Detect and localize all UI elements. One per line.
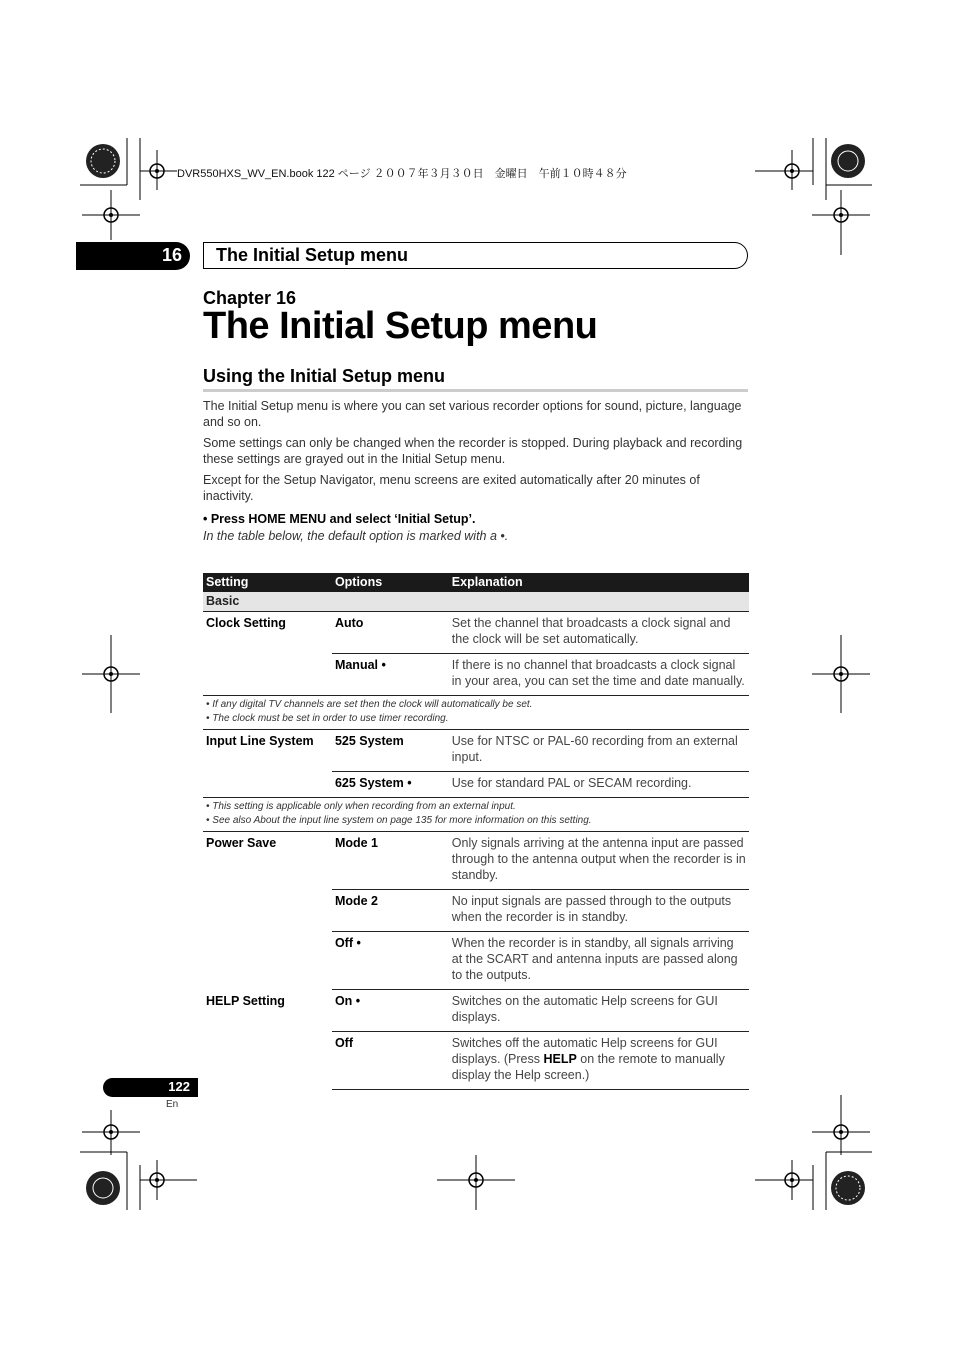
page-number-badge [103, 1078, 198, 1097]
option-explanation: Switches on the automatic Help screens for GUI displays. [449, 990, 749, 1032]
help-key-label: HELP [543, 1052, 577, 1066]
header-explanation: Explanation [449, 573, 749, 592]
table-header-row [203, 573, 749, 592]
option-value: 525 System [332, 730, 449, 772]
table-group-row [203, 592, 749, 612]
paragraph: The Initial Setup menu is where you can set various recorder options for sound, picture, language and so on. [203, 399, 742, 429]
option-explanation: Use for NTSC or PAL-60 recording from an external input. [449, 730, 749, 772]
setting-name: HELP Setting [206, 993, 285, 1008]
running-header-title: The Initial Setup menu [216, 245, 409, 265]
running-header [203, 242, 748, 269]
option-value: Off [332, 1032, 449, 1090]
page-language: En [166, 1099, 179, 1110]
header-options: Options [332, 573, 449, 592]
print-header: DVR550HXS_WV_EN.book 122 ページ ２００７年３月３０日 金曜日 午前１０時４８分 [177, 168, 627, 180]
setting-name: Power Save [206, 836, 277, 850]
paragraph: Some settings can only be changed when the recorder is stopped. During playback and recording these settings are grayed out in the Initial Setup menu. [203, 436, 743, 466]
footnote: • See also About the input line system on page 135 for more information on this setting. [206, 815, 592, 826]
setting-name: Clock Setting [203, 612, 332, 696]
header-setting: Setting [203, 573, 332, 592]
instruction-step: • Press HOME MENU and select ‘Initial Setup’. [203, 512, 476, 526]
page-title: The Initial Setup menu [203, 305, 598, 347]
option-explanation [449, 1032, 749, 1090]
explanation-text: Switches off the automatic Help screens for GUI displays. (Press [451, 1036, 718, 1066]
section-title: Using the Initial Setup menu [203, 366, 446, 386]
explanation-text: on the remote to manually display the Help screen.) [451, 1052, 725, 1082]
option-value: 625 System • [332, 772, 449, 798]
footnote: • If any digital TV channels are set then the clock will automatically be set. [206, 699, 533, 710]
table-row [203, 832, 749, 890]
option-value: Mode 2 [332, 890, 449, 932]
option-value: Mode 1 [332, 832, 449, 890]
footnote-row [203, 696, 749, 730]
option-explanation: If there is no channel that broadcasts a clock signal in your area, you can set the time and date manually. [449, 654, 749, 696]
footnotes [203, 696, 749, 730]
group-label: Basic [203, 592, 749, 612]
section-divider [203, 389, 748, 392]
footnotes [203, 798, 749, 832]
option-explanation: Only signals arriving at the antenna input are passed through to the antenna output when the recorder is in standby. [449, 832, 749, 890]
chapter-number: 16 [161, 245, 182, 265]
table-note: In the table below, the default option is marked with a •. [203, 529, 509, 543]
footnote: • The clock must be set in order to use timer recording. [206, 713, 449, 724]
option-explanation: No input signals are passed through to the outputs when the recorder is in standby. [449, 890, 749, 932]
chapter-number-badge [76, 242, 190, 270]
option-value: Manual • [332, 654, 449, 696]
table-row [203, 990, 749, 1032]
option-value: Auto [332, 612, 449, 654]
footnote: • This setting is applicable only when recording from an external input. [206, 801, 516, 812]
option-value: Off • [332, 932, 449, 990]
setting-name: Input Line System [206, 734, 314, 748]
table-row [203, 612, 749, 654]
option-explanation: Set the channel that broadcasts a clock signal and the clock will be set automatically. [449, 612, 749, 654]
table-row [203, 730, 749, 772]
option-explanation: Use for standard PAL or SECAM recording. [449, 772, 749, 798]
paragraph: Except for the Setup Navigator, menu screens are exited automatically after 20 minutes of inactivity. [203, 473, 700, 503]
footnote-row [203, 798, 749, 832]
settings-table [203, 573, 749, 1090]
option-value: On • [332, 990, 449, 1032]
page-number: 122 [168, 1079, 190, 1094]
option-explanation: When the recorder is in standby, all signals arriving at the SCART and antenna inputs are passed along to the outputs. [449, 932, 749, 990]
chapter-label: Chapter 16 [203, 288, 297, 308]
